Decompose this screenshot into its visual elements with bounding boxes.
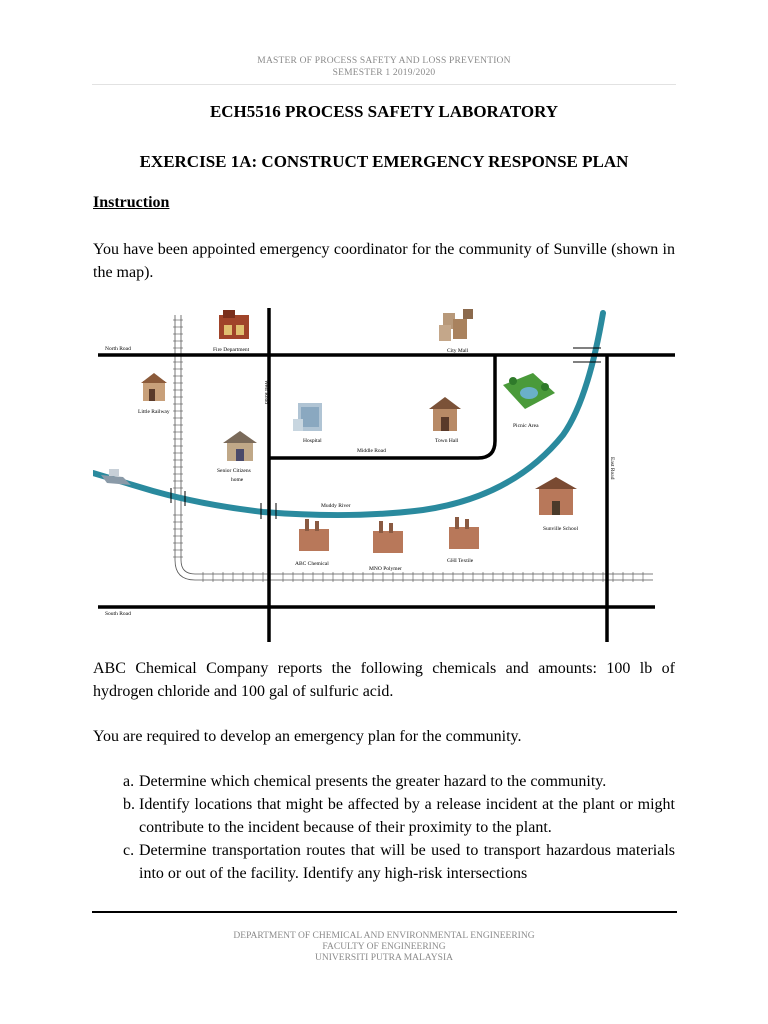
task-text: Identify locations that might be affected by a release incident at the plant or might contribute to the incident because of their proximity to the plant. — [139, 796, 675, 836]
instruction-heading: Instruction — [93, 194, 170, 211]
fire-department-icon — [219, 310, 249, 339]
middle-road-label: Middle Road — [357, 448, 386, 454]
north-road-label: North Road — [105, 346, 131, 352]
page-footer — [0, 931, 768, 964]
requirement-paragraph: You are required to develop an emergency plan for the community. — [93, 728, 522, 745]
task-letter: c. — [123, 842, 135, 859]
bridges — [171, 348, 601, 519]
footer-university: UNIVERSITI PUTRA MALAYSIA — [315, 953, 453, 963]
mno-polymer-label: MNO Polymer — [369, 566, 402, 572]
task-item-c — [93, 839, 675, 885]
little-railway-label: Little Railway — [138, 409, 170, 415]
footer-faculty: FACULTY OF ENGINEERING — [322, 942, 446, 952]
exercise-title: EXERCISE 1A: CONSTRUCT EMERGENCY RESPONSE PLAN — [139, 152, 629, 171]
sunville-school-label: Sunville School — [543, 526, 578, 532]
muddy-river-label: Muddy River — [321, 503, 351, 509]
senior-citizens-label-2: home — [231, 477, 244, 483]
picnic-area-label: Picnic Area — [513, 423, 539, 429]
task-text: Determine transportation routes that will be used to transport hazardous materials into or out of the facility. Identify any high-risk intersections — [139, 842, 675, 882]
document-title: ECH5516 PROCESS SAFETY LABORATORY — [209, 102, 559, 121]
town-hall-icon — [429, 397, 461, 431]
task-list — [93, 770, 675, 885]
little-railway-icon — [141, 373, 167, 401]
senior-citizens-home-icon — [223, 431, 257, 461]
hospital-label: Hospital — [303, 438, 322, 444]
south-road-label: South Road — [105, 611, 131, 617]
header-program: MASTER OF PROCESS SAFETY AND LOSS PREVENTION — [257, 56, 511, 66]
footer-department: DEPARTMENT OF CHEMICAL AND ENVIRONMENTAL ENGINEERING — [233, 931, 535, 941]
header-semester: SEMESTER 1 2019/2020 — [332, 68, 436, 78]
abc-chemical-label: ABC Chemical — [295, 561, 329, 567]
city-mall-icon — [439, 309, 473, 341]
ghi-textile-icon — [449, 517, 479, 549]
ghi-textile-label: GHI Textile — [447, 558, 474, 564]
picnic-area-icon — [503, 373, 555, 409]
chemicals-report-paragraph: ABC Chemical Company reports the following chemicals and amounts: 100 lb of hydrogen chloride and 100 gal of sulfuric acid. — [93, 660, 675, 700]
footer-divider — [92, 911, 677, 913]
senior-citizens-label: Senior Citizens — [217, 468, 251, 474]
task-item-a — [93, 770, 675, 793]
east-road-label: East Road — [609, 457, 615, 480]
sunville-map — [93, 305, 675, 645]
sunville-school-icon — [535, 477, 577, 515]
header-divider — [92, 84, 676, 85]
boat-icon — [101, 469, 131, 485]
city-mall-label: City Mall — [447, 348, 469, 354]
page-header — [0, 55, 768, 79]
task-letter: b. — [123, 796, 135, 813]
town-hall-label: Town Hall — [435, 438, 459, 444]
abc-chemical-icon — [299, 519, 329, 551]
west-road-label: West Road — [263, 380, 269, 404]
task-item-b — [93, 793, 675, 839]
task-letter: a. — [123, 773, 135, 790]
road-network — [98, 308, 675, 642]
intro-paragraph: You have been appointed emergency coordinator for the community of Sunville (shown in the map). — [93, 241, 675, 281]
fire-department-label: Fire Department — [213, 347, 250, 353]
mno-polymer-icon — [373, 521, 403, 553]
task-text: Determine which chemical presents the greater hazard to the community. — [139, 773, 607, 790]
hospital-icon — [293, 403, 322, 431]
